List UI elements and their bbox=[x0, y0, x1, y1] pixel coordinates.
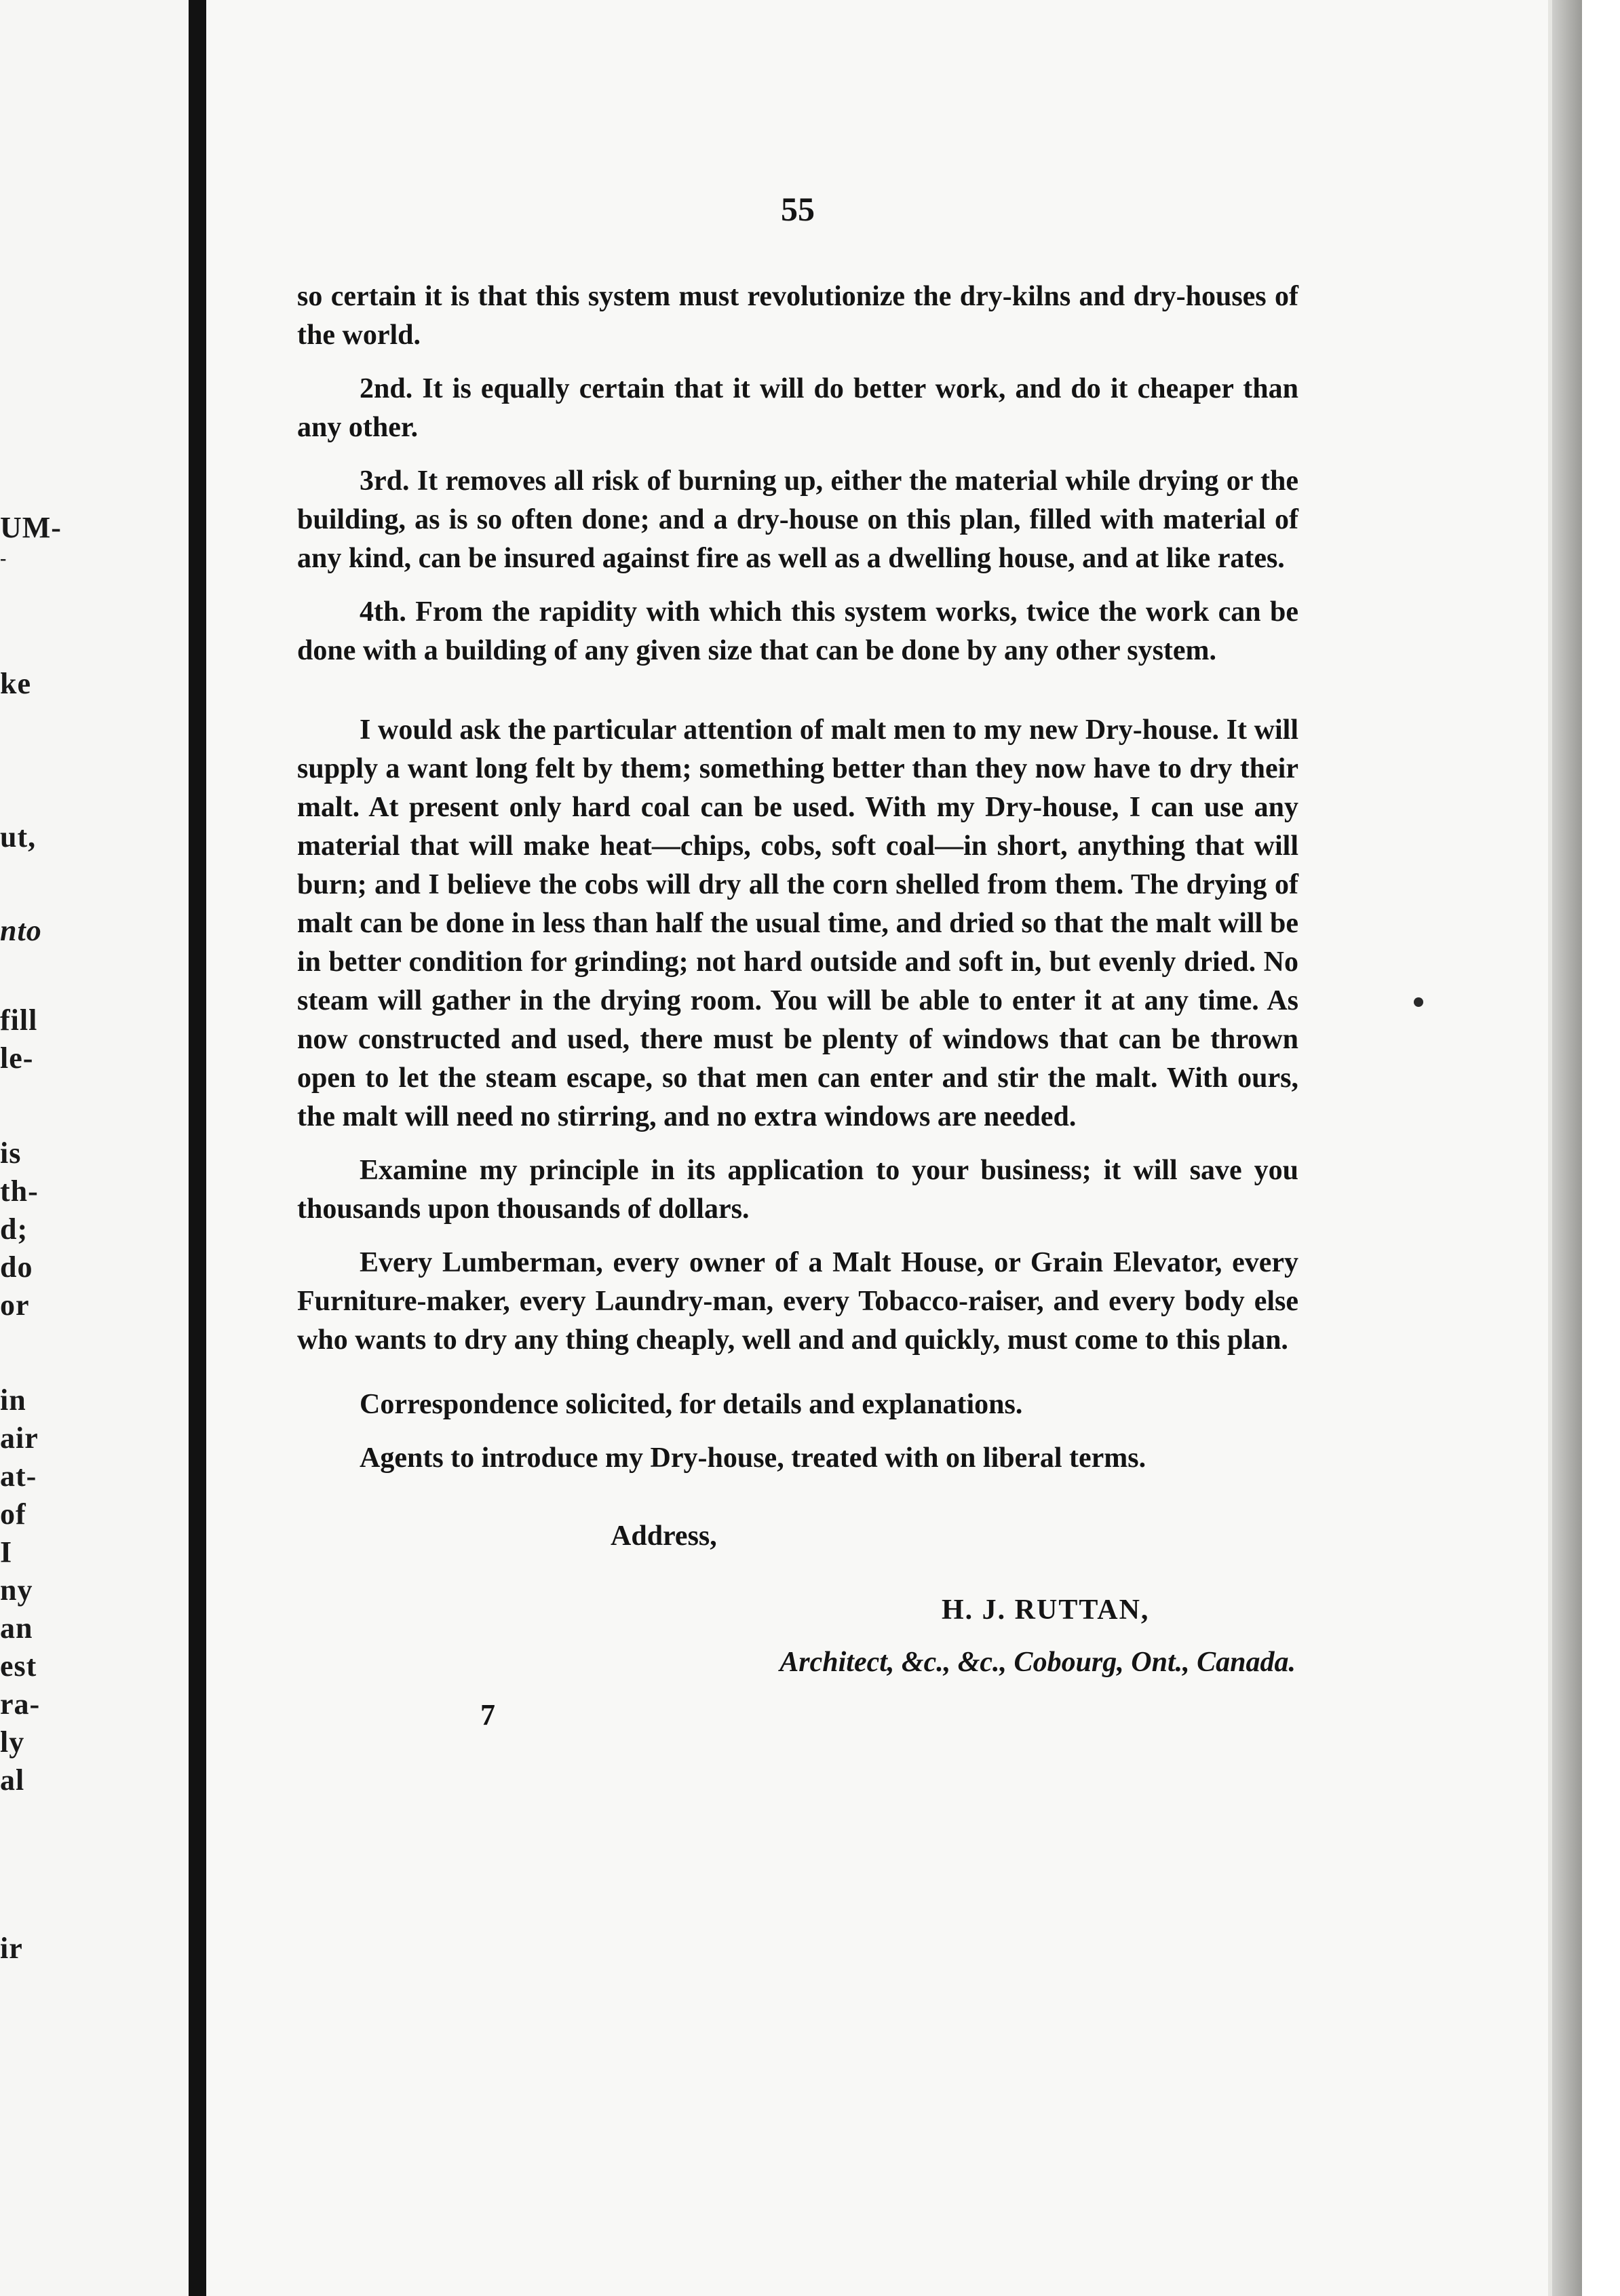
address-label: Address, bbox=[611, 1520, 717, 1552]
left-fragment: est bbox=[0, 1649, 37, 1683]
left-fragment: ke bbox=[0, 667, 31, 700]
left-fragment: at- bbox=[0, 1459, 37, 1493]
paragraph-malt-men: I would ask the particular attention of malt men to my new Dry-house. It will supply a want long felt by them; something better than they now have to dry their malt. At present only hard coal can be used. With my Dry-house, I can use any material that will make heat—chips, cobs, soft coal—in short, anything that will burn; and I believe the cobs will dry all the corn shelled from them. The drying of malt can be done in less than half the usual time, and dried so that the malt will be in better condition for grinding; not hard outside and soft in, but evenly dried. No steam will gather in the drying room. You will be able to enter it at any time. As now constructed and used, there must be plenty of windows that can be thrown open to let the steam escape, so that men can enter and stir the malt. With ours, the malt will need no stirring, and no extra windows are needed. bbox=[297, 714, 1298, 1132]
left-fragment: ny bbox=[0, 1573, 33, 1607]
signature-name: H. J. RUTTAN, bbox=[942, 1594, 1150, 1626]
page-body bbox=[297, 190, 1298, 1734]
left-facing-page bbox=[0, 0, 189, 2296]
left-fragment: air bbox=[0, 1421, 39, 1455]
left-fragment: nto bbox=[0, 914, 42, 947]
ink-speck bbox=[1414, 997, 1423, 1007]
paragraph-fourth-point: 4th. From the rapidity with which this system works, twice the work can be done with a building of any given size that can be done by any other system. bbox=[297, 596, 1298, 666]
left-fragment: do bbox=[0, 1250, 33, 1284]
left-fragment: ra- bbox=[0, 1687, 41, 1721]
paragraph-examine: Examine my principle in its application to your business; it will save you thousands upon thousands of dollars. bbox=[297, 1155, 1298, 1225]
page-right-margin bbox=[1582, 0, 1620, 2296]
main-page bbox=[206, 0, 1552, 2296]
left-fragment: ut, bbox=[0, 820, 37, 854]
left-fragment: th- bbox=[0, 1174, 39, 1208]
left-fragment: is bbox=[0, 1136, 22, 1170]
left-fragment: le- bbox=[0, 1041, 34, 1075]
paragraph-second-point: 2nd. It is equally certain that it will do better work, and do it cheaper than any other. bbox=[297, 373, 1298, 443]
signature-mark: 7 bbox=[480, 1698, 495, 1731]
left-fragment: ir bbox=[0, 1932, 23, 1965]
paragraph-continuation: so certain it is that this system must revolutionize the dry-kilns and dry-houses of the world. bbox=[297, 281, 1298, 351]
left-fragment: - bbox=[0, 548, 7, 569]
signature-title: Architect, &c., &c., Cobourg, Ont., Canada. bbox=[779, 1647, 1296, 1678]
page-edge-shadow bbox=[1552, 0, 1582, 2296]
left-fragment: in bbox=[0, 1383, 26, 1417]
left-fragment: fill bbox=[0, 1003, 38, 1037]
left-fragment: or bbox=[0, 1288, 30, 1322]
paragraph-correspondence: Correspondence solicited, for details and explanations. bbox=[360, 1389, 1023, 1420]
left-fragment: I bbox=[0, 1535, 13, 1569]
paragraph-agents: Agents to introduce my Dry-house, treated with on liberal terms. bbox=[360, 1442, 1146, 1474]
book-gutter bbox=[189, 0, 206, 2296]
page-number: 55 bbox=[781, 190, 815, 228]
left-fragment: UM- bbox=[0, 511, 62, 544]
paragraph-every-lumberman: Every Lumberman, every owner of a Malt House, or Grain Elevator, every Furniture-maker, every Laundry-man, every Tobacco-raiser, and every body else who wants to dry any thing cheaply, well and and quickly, must come to this plan. bbox=[297, 1247, 1298, 1356]
paragraph-third-point: 3rd. It removes all risk of burning up, either the material while drying or the building, as is so often done; and a dry-house on this plan, filled with material of any kind, can be insured against fire as well as a dwelling house, and at like rates. bbox=[297, 465, 1298, 574]
left-fragment: al bbox=[0, 1763, 25, 1797]
left-fragment: d; bbox=[0, 1212, 28, 1246]
left-fragment: of bbox=[0, 1497, 26, 1531]
left-fragment: ly bbox=[0, 1725, 25, 1759]
left-fragment: an bbox=[0, 1611, 33, 1645]
